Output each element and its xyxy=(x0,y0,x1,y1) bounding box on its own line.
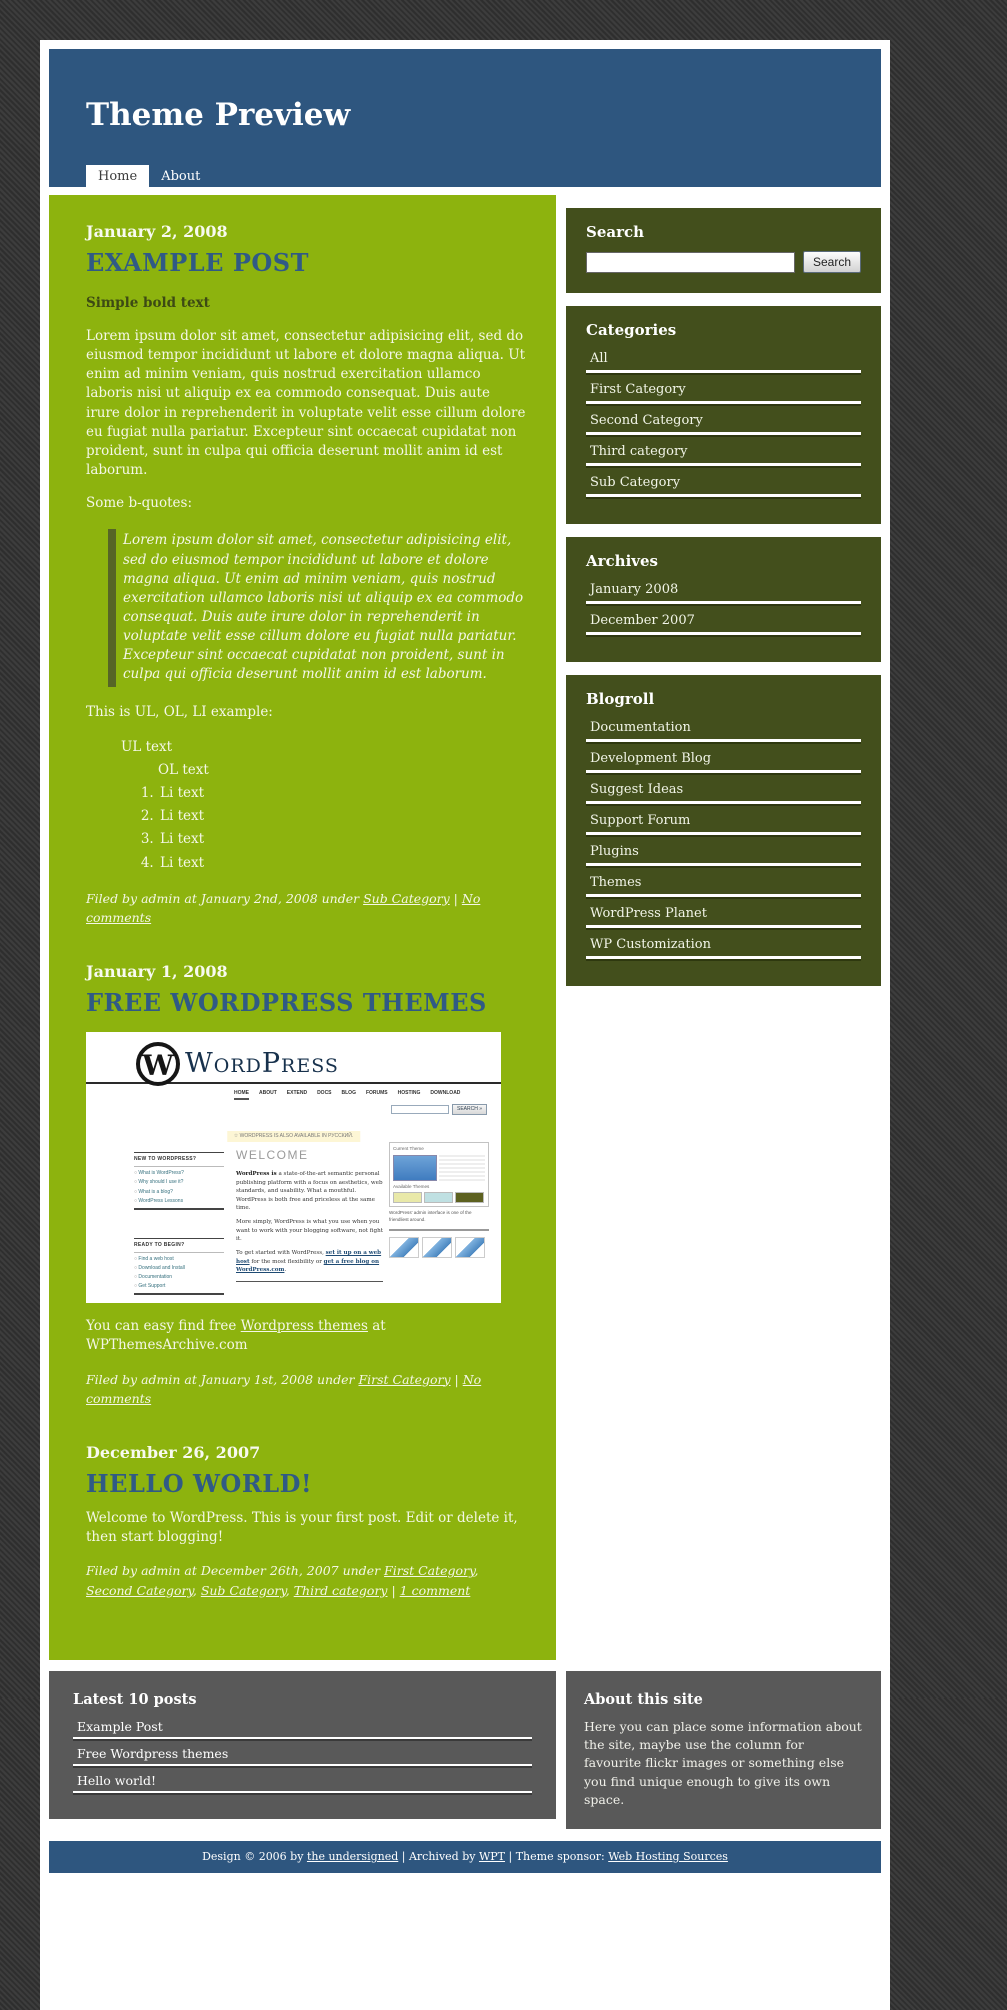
body-text: You can easy find free xyxy=(86,1318,237,1335)
post-title-link[interactable]: FREE WORDPRESS THEMES xyxy=(86,988,487,1018)
wp-right-divider xyxy=(389,1229,489,1231)
wp-nav-item: EXTEND xyxy=(286,1090,308,1097)
body-text: at WPThemesArchive.com xyxy=(86,1318,386,1354)
wp-left-rule xyxy=(134,1293,224,1295)
search-input[interactable] xyxy=(586,252,795,273)
blogroll-heading: Blogroll xyxy=(586,690,655,708)
site-title: Theme Preview xyxy=(86,97,351,133)
wp-left-link: ○ Get Support xyxy=(134,1283,224,1290)
ordered-list-item: 3. Li text xyxy=(158,828,528,851)
post-hello-world xyxy=(86,1442,528,1600)
post-date: January 2, 2008 xyxy=(86,222,228,241)
wp-right-column xyxy=(389,1142,489,1258)
main-content xyxy=(49,195,556,1660)
wordpress-logo-text: WordPress xyxy=(185,1048,339,1080)
list-example-label: This is UL, OL, LI example: xyxy=(86,703,273,720)
wp-welcome-paragraph xyxy=(236,1170,383,1213)
credits-text: | Theme sponsor: xyxy=(508,1849,605,1863)
wp-theme-chip xyxy=(455,1192,484,1203)
blogroll-sidebar-link[interactable]: Support Forum xyxy=(586,811,861,835)
wp-left-heading: READY TO BEGIN? xyxy=(134,1238,224,1253)
wp-search-input xyxy=(391,1105,449,1114)
latest-post-link[interactable]: Example Post xyxy=(73,1718,532,1739)
nav-tab-about[interactable]: About xyxy=(161,169,201,184)
post-paragraph xyxy=(86,1317,528,1355)
latest-posts-list xyxy=(73,1718,532,1793)
ordered-list-item: 2. Li text xyxy=(158,805,528,828)
category-sidebar-link[interactable]: Second Category xyxy=(586,411,861,435)
blogroll-sidebar-link[interactable]: Development Blog xyxy=(586,749,861,773)
meta-prefix: Filed by admin at December 26th, 2007 under xyxy=(86,1563,381,1579)
post-date: December 26, 2007 xyxy=(86,1443,261,1463)
categories-heading: Categories xyxy=(586,321,677,339)
meta-separator: | xyxy=(454,1371,459,1387)
wp-left-link: ○ Find a web host xyxy=(134,1256,224,1263)
wp-left-link: ○ Download and Install xyxy=(134,1265,224,1272)
footer-credits-bar xyxy=(49,1841,881,1873)
latest-posts-heading: Latest 10 posts xyxy=(73,1691,197,1709)
meta-category-links: First Category, Second Category, Sub Category, Third category xyxy=(86,1563,479,1598)
wp-promo-card xyxy=(455,1237,485,1258)
wp-left-link: ○ WordPress Lessons xyxy=(134,1198,224,1205)
wordpress-logo xyxy=(136,1042,339,1086)
category-sidebar-link[interactable]: Sub Category xyxy=(586,473,861,497)
archives-list xyxy=(586,580,861,635)
wp-promo-cards xyxy=(389,1237,489,1258)
post-title-link[interactable]: EXAMPLE POST xyxy=(86,247,309,277)
post-free-wordpress-themes xyxy=(86,961,528,1408)
archives-heading: Archives xyxy=(586,552,658,570)
content-row xyxy=(49,195,881,1660)
wordpress-w-icon: W xyxy=(136,1042,180,1086)
categories-list xyxy=(586,349,861,497)
main-nav xyxy=(86,165,212,187)
blogroll-sidebar-link[interactable]: WordPress Planet xyxy=(586,904,861,928)
category-sidebar-link[interactable]: All xyxy=(586,349,861,373)
blogroll-sidebar-link[interactable]: Plugins xyxy=(586,842,861,866)
wp-welcome-text: for the most flexibility or xyxy=(251,1258,322,1265)
wp-promo-card xyxy=(422,1237,452,1258)
about-site-widget xyxy=(566,1671,881,1829)
wp-theme-description-lines xyxy=(439,1155,485,1181)
wp-theme-chips xyxy=(393,1192,485,1203)
footer-spacer xyxy=(49,1873,881,2001)
web-hosting-sources-link[interactable]: Web Hosting Sources xyxy=(608,1849,728,1863)
wp-left-link: ○ What is WordPress? xyxy=(134,1170,224,1177)
wp-left-heading: NEW TO WORDPRESS? xyxy=(134,1152,224,1167)
wp-welcome-paragraph xyxy=(236,1249,383,1275)
latest-post-link[interactable]: Free Wordpress themes xyxy=(73,1745,532,1766)
category-link[interactable]: Third category xyxy=(293,1582,388,1598)
wp-left-link: ○ Documentation xyxy=(134,1274,224,1281)
latest-post-link[interactable]: Hello world! xyxy=(73,1772,532,1793)
ul-list-item: UL text xyxy=(121,738,173,755)
wp-welcome-heading: WELCOME xyxy=(236,1148,309,1163)
credits-text: Design © 2006 by xyxy=(202,1849,304,1863)
wp-left-links xyxy=(134,1170,224,1204)
wp-current-theme-label: Current Theme xyxy=(393,1146,424,1152)
wp-theme-thumbnail xyxy=(393,1155,437,1181)
post-meta xyxy=(86,889,528,928)
wp-left-links xyxy=(134,1256,224,1290)
wp-welcome-bold: WordPress is xyxy=(236,1170,277,1177)
archive-sidebar-link[interactable]: December 2007 xyxy=(586,611,861,635)
about-site-text: Here you can place some information about the site, maybe use the column for favourite flickr images or something else you find unique enough to give its own space. xyxy=(584,1719,862,1807)
wp-theme-chip xyxy=(393,1192,422,1203)
categories-widget xyxy=(566,306,881,524)
post-example-post xyxy=(86,221,528,927)
nav-tab-home[interactable]: Home xyxy=(86,165,149,187)
latest-posts-widget xyxy=(49,1671,556,1819)
category-link[interactable]: Second Category xyxy=(86,1582,193,1598)
wp-welcome-column xyxy=(236,1146,383,1282)
meta-separator: | xyxy=(453,890,458,906)
blogroll-sidebar-link[interactable]: Documentation xyxy=(586,718,861,742)
post-paragraph: Welcome to WordPress. This is your first post. Edit or delete it, then start blogging! xyxy=(86,1510,518,1546)
wp-promo-card xyxy=(389,1237,419,1258)
wp-nav-item: HOSTING xyxy=(397,1090,421,1097)
search-widget xyxy=(566,208,881,293)
wp-nav-item: HOME xyxy=(234,1090,249,1100)
ol-list-item: OL text xyxy=(158,761,209,778)
category-sidebar-link[interactable]: First Category xyxy=(586,380,861,404)
wp-left-rule xyxy=(134,1208,224,1210)
comments-link[interactable]: No comments xyxy=(86,1371,482,1406)
post-paragraph: Lorem ipsum dolor sit amet, consectetur adipisicing elit, sed do eiusmod tempor incididunt ut labore et dolore magna aliqua. Ut enim ad minim veniam, quis nostrud exercitation ullamco laboris nisi ut aliquip ex ea commodo consequat. Duis aute irure dolor in reprehenderit in voluptate velit esse cillum dolore eu fugiat nulla pariatur. Excepteur sint occaecat cupidatat non proident, sunt in culpa qui officia deserunt mollit anim id est laborum. xyxy=(86,327,526,479)
ordered-list xyxy=(125,782,528,875)
category-sidebar-link[interactable]: Third category xyxy=(586,442,861,466)
wp-welcome-paragraph: More simply, WordPress is what you use when you want to work with your blogging software, not fight it. xyxy=(236,1219,383,1243)
wordpress-homepage-screenshot xyxy=(86,1032,501,1303)
wp-nav-item: DOCS xyxy=(317,1090,332,1097)
blogroll-sidebar-link[interactable]: WP Customization xyxy=(586,935,861,959)
archive-sidebar-link[interactable]: January 2008 xyxy=(586,580,861,604)
wp-welcome-text: . xyxy=(284,1267,287,1274)
wordpress-themes-link[interactable]: Wordpress themes xyxy=(240,1318,368,1335)
search-form xyxy=(586,251,861,273)
wp-current-theme-box xyxy=(389,1142,489,1207)
undersigned-link[interactable]: the undersigned xyxy=(306,1849,399,1863)
sidebar xyxy=(566,208,881,986)
wp-admin-caption: WordPress' admin interface is one of the friendliest around. xyxy=(389,1210,472,1222)
wp-nav-item: ABOUT xyxy=(259,1090,277,1097)
search-button[interactable]: Search xyxy=(803,251,861,273)
wp-theme-chip xyxy=(424,1192,453,1203)
wp-left-link: ○ What is a blog? xyxy=(134,1189,224,1196)
blockquote-label: Some b-quotes: xyxy=(86,495,193,512)
wp-language-notice: ☆ WORDPRESS IS ALSO AVAILABLE IN РУССКИЙ. xyxy=(227,1131,360,1142)
meta-prefix: Filed by admin at January 2nd, 2008 under xyxy=(86,890,360,906)
category-link[interactable]: Sub Category xyxy=(200,1582,286,1598)
meta-prefix: Filed by admin at January 1st, 2008 under xyxy=(86,1371,355,1387)
search-heading: Search xyxy=(586,223,645,241)
post-title-link[interactable]: HELLO WORLD! xyxy=(86,1469,313,1499)
credits-text: | Archived by xyxy=(401,1849,476,1863)
wp-search-button: SEARCH » xyxy=(452,1104,487,1115)
category-link[interactable]: Sub Category xyxy=(363,890,450,906)
archives-widget xyxy=(566,537,881,662)
about-site-heading: About this site xyxy=(584,1691,703,1709)
blogroll-sidebar-link[interactable]: Suggest Ideas xyxy=(586,780,861,804)
wp-search-area xyxy=(391,1104,487,1115)
wp-setup-link: set it up on a web host xyxy=(236,1250,382,1265)
post-bold-intro: Simple bold text xyxy=(86,294,210,311)
category-link[interactable]: First Category xyxy=(384,1563,475,1579)
wp-theme-preview xyxy=(393,1155,485,1181)
blogroll-list xyxy=(586,718,861,959)
category-link[interactable]: First Category xyxy=(358,1371,451,1387)
wp-available-themes-label: Available Themes xyxy=(393,1183,430,1189)
wp-nav-item: DOWNLOAD xyxy=(430,1090,461,1097)
ordered-list-item: 4. Li text xyxy=(158,852,528,875)
post-meta xyxy=(86,1561,528,1600)
site-frame xyxy=(40,40,890,2010)
comments-link[interactable]: No comments xyxy=(86,890,481,926)
post-meta xyxy=(86,1370,528,1409)
wp-nav-menu xyxy=(234,1090,460,1100)
post-date: January 1, 2008 xyxy=(86,962,228,982)
post-blockquote: Lorem ipsum dolor sit amet, consectetur adipisicing elit, sed do eiusmod tempor incididunt ut labore et dolore magna aliqua. Ut enim ad minim veniam, quis nostrud exercitation ullamco laboris nisi ut aliquip ex ea commodo consequat. Duis aute irure dolor in reprehenderit in voluptate velit esse cillum dolore eu fugiat nulla pariatur. Excepteur sint occaecat cupidatat non proident, sunt in culpa qui officia deserunt mollit anim id est laborum. xyxy=(108,529,528,686)
wp-nav-item: BLOG xyxy=(341,1090,356,1097)
comments-link[interactable]: 1 comment xyxy=(399,1582,471,1598)
ordered-list-item: 1. Li text xyxy=(158,782,528,805)
meta-category-links xyxy=(363,891,450,906)
wp-welcome-text: To get started with WordPress, xyxy=(236,1250,324,1257)
wp-welcome-text: a state-of-the-art semantic personal publishing platform with a focus on aesthetics, web standards, and usability. What a mouthful. WordPress is both free and priceless at the same time. xyxy=(236,1170,383,1212)
meta-separator: | xyxy=(391,1582,396,1598)
blogroll-sidebar-link[interactable]: Themes xyxy=(586,873,861,897)
blogroll-widget xyxy=(566,675,881,986)
site-header xyxy=(49,49,881,187)
footer-widgets xyxy=(49,1671,881,1829)
meta-category-links xyxy=(358,1372,450,1387)
wp-nav-item: FORUMS xyxy=(365,1090,388,1097)
wp-mid-rule xyxy=(236,1281,383,1282)
wp-left-link: ○ Why should I use it? xyxy=(134,1179,224,1186)
wpt-link[interactable]: WPT xyxy=(478,1849,506,1863)
wp-left-column xyxy=(134,1152,224,1295)
wp-free-blog-link: get a free blog on WordPress.com xyxy=(236,1258,380,1274)
